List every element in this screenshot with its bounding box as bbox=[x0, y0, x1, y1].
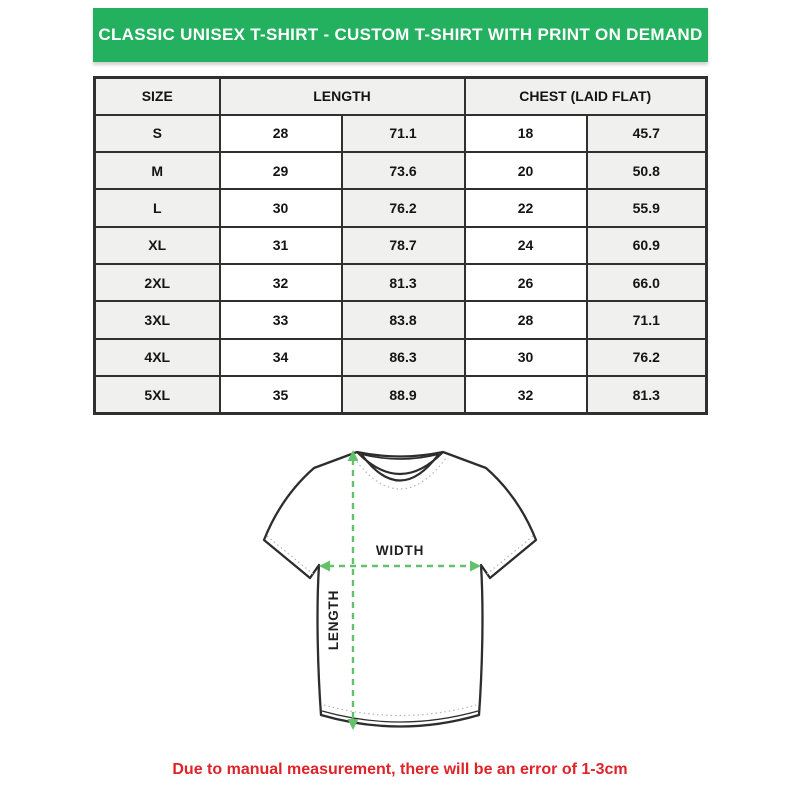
length-cm-cell: 81.3 bbox=[342, 264, 465, 301]
length-in-cell: 28 bbox=[220, 115, 342, 152]
length-cm-cell: 73.6 bbox=[342, 152, 465, 189]
tshirt-outline bbox=[264, 452, 536, 727]
length-label: LENGTH bbox=[326, 589, 341, 651]
header-length: LENGTH bbox=[220, 78, 465, 115]
chest-cm-cell: 55.9 bbox=[587, 189, 707, 226]
chest-in-cell: 32 bbox=[465, 376, 587, 413]
length-in-cell: 30 bbox=[220, 189, 342, 226]
size-cell: 5XL bbox=[95, 376, 220, 413]
size-cell: 4XL bbox=[95, 339, 220, 376]
table-header-row bbox=[95, 78, 707, 115]
length-in-cell: 34 bbox=[220, 339, 342, 376]
length-cm-cell: 86.3 bbox=[342, 339, 465, 376]
chest-cm-cell: 45.7 bbox=[587, 115, 707, 152]
table-row bbox=[95, 339, 707, 376]
header-size: SIZE bbox=[95, 78, 220, 115]
chest-cm-cell: 71.1 bbox=[587, 301, 707, 338]
chest-cm-cell: 50.8 bbox=[587, 152, 707, 189]
chest-in-cell: 30 bbox=[465, 339, 587, 376]
length-arrowhead-bottom bbox=[348, 719, 359, 730]
measurement-note: Due to manual measurement, there will be an error of 1-3cm bbox=[172, 761, 628, 778]
table-row bbox=[95, 227, 707, 264]
length-cm-cell: 83.8 bbox=[342, 301, 465, 338]
table-row bbox=[95, 376, 707, 413]
table-row bbox=[95, 301, 707, 338]
size-cell: S bbox=[95, 115, 220, 152]
table-row bbox=[95, 264, 707, 301]
length-cm-cell: 78.7 bbox=[342, 227, 465, 264]
length-in-cell: 32 bbox=[220, 264, 342, 301]
size-cell: 2XL bbox=[95, 264, 220, 301]
chest-in-cell: 18 bbox=[465, 115, 587, 152]
header-chest: CHEST (LAID FLAT) bbox=[465, 78, 707, 115]
chest-cm-cell: 81.3 bbox=[587, 376, 707, 413]
chest-in-cell: 20 bbox=[465, 152, 587, 189]
chest-in-cell: 24 bbox=[465, 227, 587, 264]
title-banner bbox=[93, 8, 708, 62]
chest-in-cell: 26 bbox=[465, 264, 587, 301]
size-cell: 3XL bbox=[95, 301, 220, 338]
table-row bbox=[95, 189, 707, 226]
page-title: CLASSIC UNISEX T-SHIRT - CUSTOM T-SHIRT WITH PRINT ON DEMAND bbox=[98, 25, 703, 44]
chest-in-cell: 28 bbox=[465, 301, 587, 338]
length-cm-cell: 76.2 bbox=[342, 189, 465, 226]
length-in-cell: 31 bbox=[220, 227, 342, 264]
length-in-cell: 29 bbox=[220, 152, 342, 189]
size-chart-body bbox=[95, 115, 707, 414]
chest-in-cell: 22 bbox=[465, 189, 587, 226]
table-row bbox=[95, 115, 707, 152]
size-chart-table bbox=[93, 76, 708, 415]
tshirt-drawing bbox=[250, 443, 550, 748]
chest-cm-cell: 66.0 bbox=[587, 264, 707, 301]
chest-cm-cell: 60.9 bbox=[587, 227, 707, 264]
length-in-cell: 35 bbox=[220, 376, 342, 413]
chest-cm-cell: 76.2 bbox=[587, 339, 707, 376]
tshirt-diagram bbox=[250, 443, 550, 748]
size-cell: L bbox=[95, 189, 220, 226]
width-label: WIDTH bbox=[375, 543, 425, 558]
table-row bbox=[95, 152, 707, 189]
length-cm-cell: 88.9 bbox=[342, 376, 465, 413]
size-cell: XL bbox=[95, 227, 220, 264]
size-cell: M bbox=[95, 152, 220, 189]
length-in-cell: 33 bbox=[220, 301, 342, 338]
length-cm-cell: 71.1 bbox=[342, 115, 465, 152]
